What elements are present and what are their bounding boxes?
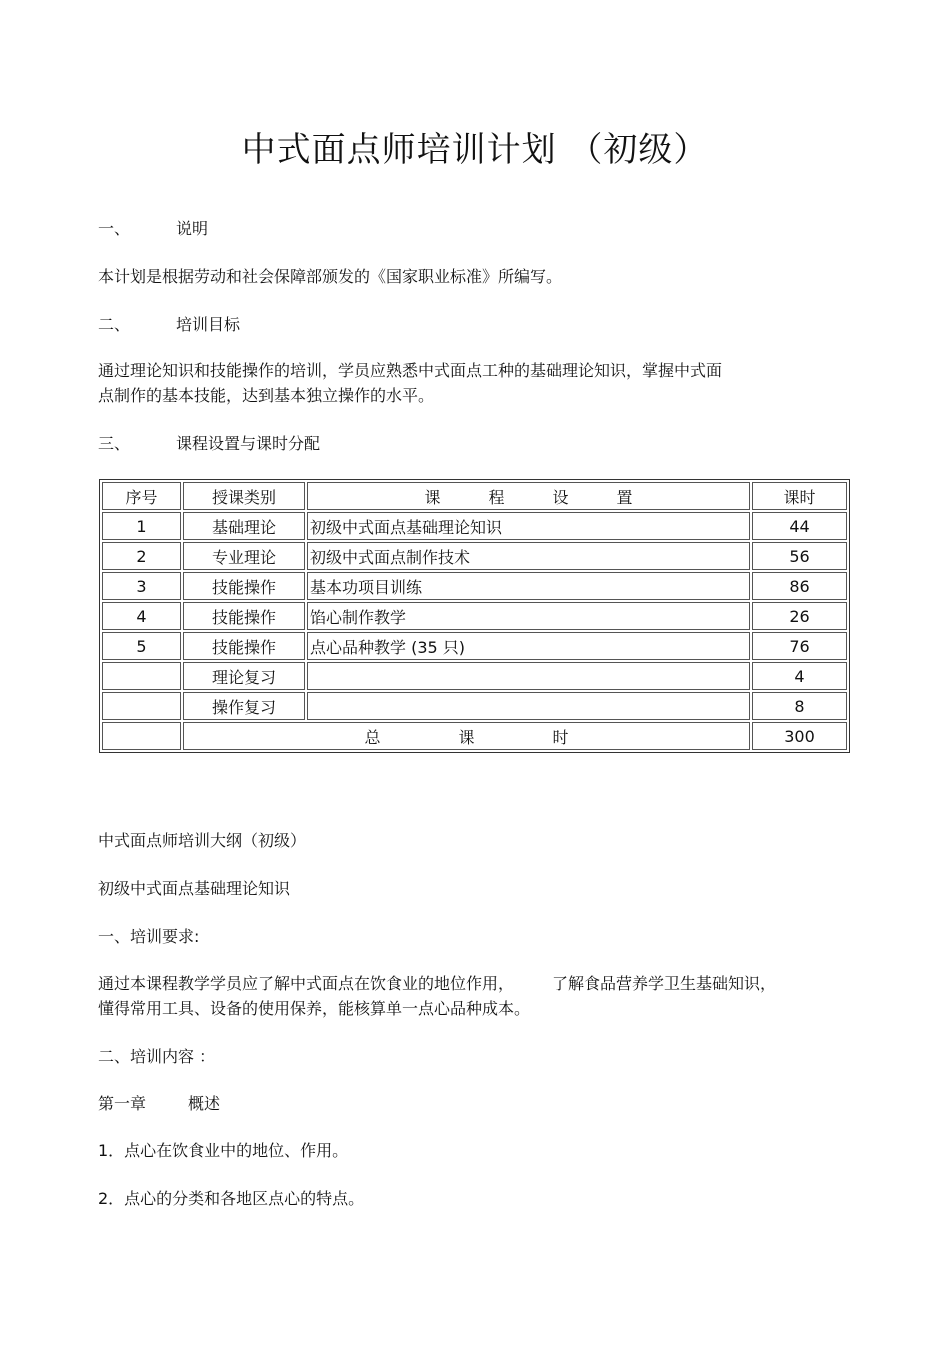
- table-row: [102, 692, 847, 720]
- header-course: 课 程 设 置: [307, 482, 750, 510]
- cell-empty: [102, 722, 181, 750]
- requirements-line-2: 懂得常用工具、设备的使用保养，能核算单一点心品种成本。: [98, 999, 531, 1018]
- total-hours: 300: [752, 722, 847, 750]
- cell-course: 初级中式面点基础理论知识: [307, 512, 750, 540]
- cell-seq: 1: [102, 512, 181, 540]
- cell-type: 技能操作: [183, 602, 305, 630]
- table-row: [102, 662, 847, 690]
- section-2-text-line-2: 点制作的基本技能，达到基本独立操作的水平。: [98, 386, 435, 405]
- header-type: 授课类别: [183, 482, 305, 510]
- outline-title: 中式面点师培训大纲（初级）: [98, 831, 307, 850]
- cell-seq: [102, 662, 181, 690]
- cell-hours: 4: [752, 662, 847, 690]
- section-number: 二、: [98, 315, 131, 334]
- outline-subject: 初级中式面点基础理论知识: [98, 879, 291, 898]
- content-heading: 二、培训内容 ：: [98, 1047, 216, 1066]
- cell-seq: 2: [102, 542, 181, 570]
- course-table: [99, 479, 850, 753]
- section-2-text-line-1: 通过理论知识和技能操作的培训，学员应熟悉中式面点工种的基础理论知识，掌握中式面: [98, 361, 723, 380]
- table-row: [102, 542, 847, 570]
- list-item: 1．点心在饮食业中的地位、作用。: [98, 1141, 349, 1160]
- table-total-row: [102, 722, 847, 750]
- cell-course: [307, 692, 750, 720]
- cell-hours: 26: [752, 602, 847, 630]
- cell-seq: 5: [102, 632, 181, 660]
- cell-hours: 8: [752, 692, 847, 720]
- header-hours: 课时: [752, 482, 847, 510]
- section-title: 课程设置与课时分配: [176, 434, 321, 453]
- section-title: 说明: [176, 219, 209, 238]
- cell-type: 专业理论: [183, 542, 305, 570]
- table-row: [102, 602, 847, 630]
- section-title: 培训目标: [176, 315, 241, 334]
- section-1-text: 本计划是根据劳动和社会保障部颁发的《国家职业标准》所编写。: [98, 267, 563, 286]
- cell-course: [307, 662, 750, 690]
- section-1-heading: [98, 217, 208, 241]
- chapter-number: 第一章: [98, 1094, 147, 1113]
- cell-type: 技能操作: [183, 572, 305, 600]
- cell-type: 基础理论: [183, 512, 305, 540]
- cell-hours: 76: [752, 632, 847, 660]
- table-row: [102, 572, 847, 600]
- cell-seq: 4: [102, 602, 181, 630]
- requirements-line-1: 通过本课程教学学员应了解中式面点在饮食业的地位作用， 了解食品营养学卫生基础知识，: [98, 974, 777, 993]
- cell-seq: 3: [102, 572, 181, 600]
- cell-course: 基本功项目训练: [307, 572, 750, 600]
- requirements-heading: 一、培训要求:: [98, 927, 200, 946]
- cell-course: 点心品种教学 (35 只): [307, 632, 750, 660]
- cell-course: 馅心制作教学: [307, 602, 750, 630]
- section-2-heading: [98, 313, 240, 337]
- cell-course: 初级中式面点制作技术: [307, 542, 750, 570]
- table-row: [102, 512, 847, 540]
- chapter-heading: [98, 1092, 220, 1116]
- cell-type: 操作复习: [183, 692, 305, 720]
- cell-hours: 56: [752, 542, 847, 570]
- section-number: 一、: [98, 219, 131, 238]
- table-row: [102, 632, 847, 660]
- cell-seq: [102, 692, 181, 720]
- table-header-row: [102, 482, 847, 510]
- header-seq: 序号: [102, 482, 181, 510]
- cell-hours: 86: [752, 572, 847, 600]
- page-title: 中式面点师培训计划 （初级）: [241, 130, 709, 170]
- section-3-heading: [98, 432, 320, 456]
- cell-type: 技能操作: [183, 632, 305, 660]
- section-number: 三、: [98, 434, 131, 453]
- list-item: 2．点心的分类和各地区点心的特点。: [98, 1189, 365, 1208]
- cell-hours: 44: [752, 512, 847, 540]
- cell-type: 理论复习: [183, 662, 305, 690]
- total-label: 总 课 时: [183, 722, 750, 750]
- chapter-title: 概述: [188, 1094, 221, 1113]
